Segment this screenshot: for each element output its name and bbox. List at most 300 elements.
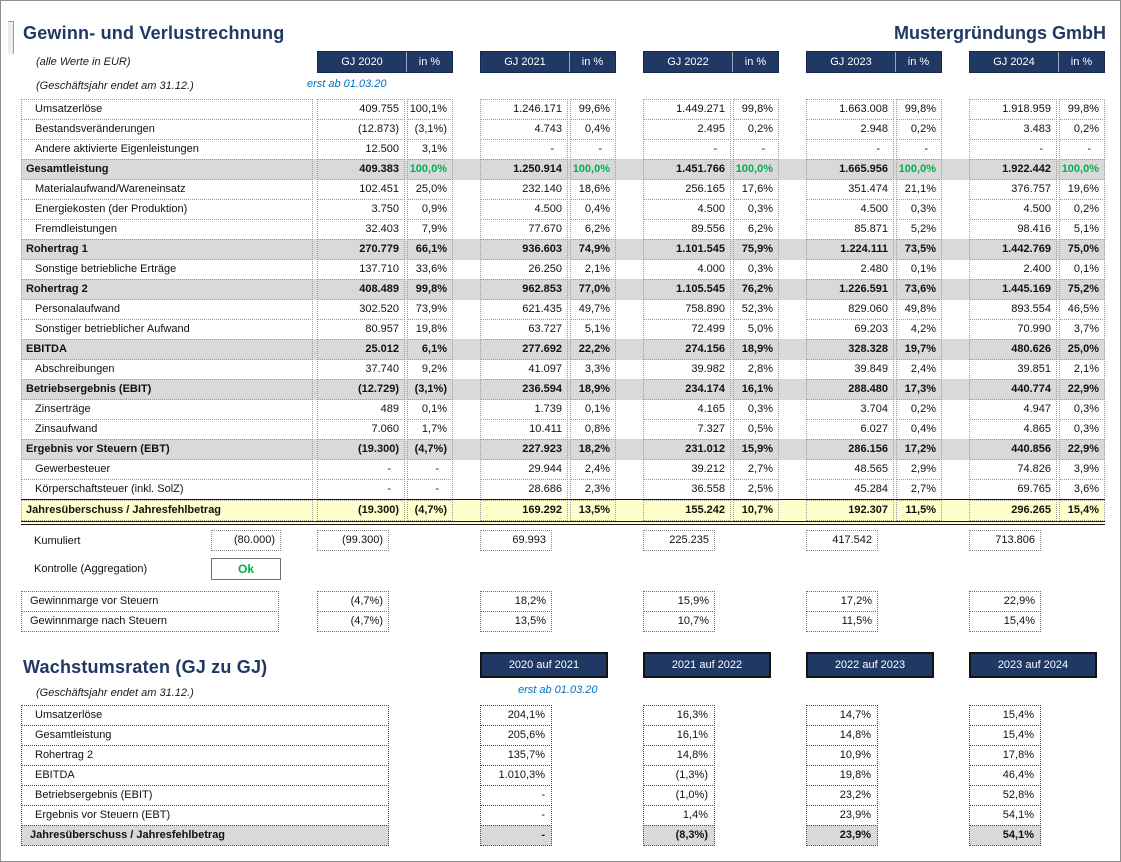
value-cell[interactable]: 69.203 bbox=[806, 319, 894, 340]
value-cell[interactable]: 440.774 bbox=[969, 379, 1057, 400]
pct-cell[interactable]: 6,2% bbox=[733, 219, 779, 240]
pct-cell[interactable]: 46,5% bbox=[1059, 299, 1105, 320]
margin-value-cell[interactable]: 18,2% bbox=[480, 591, 552, 612]
pct-cell[interactable]: 49,7% bbox=[570, 299, 616, 320]
pnl-row bbox=[21, 219, 1105, 240]
value-cell[interactable]: 4.865 bbox=[969, 419, 1057, 440]
value-cell[interactable]: 74.826 bbox=[969, 459, 1057, 480]
value-cell[interactable]: 758.890 bbox=[643, 299, 731, 320]
pct-cell[interactable]: 22,9% bbox=[1059, 439, 1105, 460]
pct-cell[interactable]: 100,0% bbox=[733, 159, 779, 180]
value-cell[interactable]: 63.727 bbox=[480, 319, 568, 340]
pct-cell[interactable]: 99,8% bbox=[407, 279, 453, 300]
pct-cell[interactable]: - bbox=[407, 479, 453, 500]
value-cell[interactable]: 85.871 bbox=[806, 219, 894, 240]
value-cell[interactable]: 4.500 bbox=[806, 199, 894, 220]
pct-cell[interactable]: 2,1% bbox=[570, 259, 616, 280]
pct-cell[interactable]: 19,6% bbox=[1059, 179, 1105, 200]
value-cell[interactable]: 39.982 bbox=[643, 359, 731, 380]
value-cell[interactable]: 70.990 bbox=[969, 319, 1057, 340]
growth-value-cell[interactable]: 15,4% bbox=[969, 705, 1041, 726]
kumuliert-cell[interactable]: (99.300) bbox=[317, 530, 389, 551]
value-cell[interactable]: 409.383 bbox=[317, 159, 405, 180]
row-label: Sonstige betriebliche Erträge bbox=[21, 259, 313, 280]
pct-cell[interactable]: 0,3% bbox=[733, 199, 779, 220]
pct-cell[interactable]: 13,5% bbox=[570, 500, 616, 521]
value-cell[interactable]: 1.226.591 bbox=[806, 279, 894, 300]
pct-cell[interactable]: (3,1%) bbox=[407, 379, 453, 400]
value-cell[interactable]: 2.495 bbox=[643, 119, 731, 140]
value-cell[interactable]: 1.451.766 bbox=[643, 159, 731, 180]
row-label: Sonstiger betrieblicher Aufwand bbox=[21, 319, 313, 340]
pct-cell[interactable]: 0,2% bbox=[896, 399, 942, 420]
value-cell[interactable]: 1.449.271 bbox=[643, 99, 731, 120]
pct-cell[interactable]: 0,2% bbox=[896, 119, 942, 140]
value-cell[interactable]: - bbox=[480, 139, 568, 160]
value-cell[interactable]: 6.027 bbox=[806, 419, 894, 440]
pct-cell[interactable]: 33,6% bbox=[407, 259, 453, 280]
value-cell[interactable]: (12.873) bbox=[317, 119, 405, 140]
value-cell[interactable]: 4.743 bbox=[480, 119, 568, 140]
growth-value-cell[interactable]: 14,8% bbox=[806, 725, 878, 746]
growth-section-title: Wachstumsraten (GJ zu GJ) bbox=[23, 657, 268, 677]
row-label: Betriebsergebnis (EBIT) bbox=[21, 379, 313, 400]
pct-cell[interactable]: 2,7% bbox=[896, 479, 942, 500]
growth-row-label: Umsatzerlöse bbox=[21, 705, 389, 726]
pct-cell[interactable]: 49,8% bbox=[896, 299, 942, 320]
pct-cell[interactable]: 2,1% bbox=[1059, 359, 1105, 380]
growth-value-cell[interactable]: - bbox=[480, 825, 552, 846]
pct-cell[interactable]: 17,2% bbox=[896, 439, 942, 460]
value-cell[interactable]: 1.918.959 bbox=[969, 99, 1057, 120]
growth-value-cell[interactable]: 52,8% bbox=[969, 785, 1041, 806]
value-cell[interactable]: 37.740 bbox=[317, 359, 405, 380]
growth-value-cell[interactable]: (1,0%) bbox=[643, 785, 715, 806]
pct-cell[interactable]: 0,3% bbox=[1059, 399, 1105, 420]
value-cell[interactable]: 3.483 bbox=[969, 119, 1057, 140]
value-cell[interactable]: 45.284 bbox=[806, 479, 894, 500]
pct-cell[interactable]: 0,3% bbox=[896, 199, 942, 220]
growth-value-cell[interactable]: 16,1% bbox=[643, 725, 715, 746]
value-cell[interactable]: 2.400 bbox=[969, 259, 1057, 280]
pct-cell[interactable]: 100,0% bbox=[407, 159, 453, 180]
pct-cell[interactable]: 0,8% bbox=[570, 419, 616, 440]
value-cell[interactable]: 270.779 bbox=[317, 239, 405, 260]
value-cell[interactable]: (19.300) bbox=[317, 500, 405, 521]
growth-value-cell[interactable]: (8,3%) bbox=[643, 825, 715, 846]
value-cell[interactable]: 962.853 bbox=[480, 279, 568, 300]
row-label: Körperschaftsteuer (inkl. SolZ) bbox=[21, 479, 313, 500]
pct-cell[interactable]: 100,1% bbox=[407, 99, 453, 120]
pct-cell[interactable]: 3,7% bbox=[1059, 319, 1105, 340]
growth-value-cell[interactable]: - bbox=[480, 805, 552, 826]
growth-row-label: Gesamtleistung bbox=[21, 725, 389, 746]
kumuliert-row bbox=[21, 530, 1120, 551]
pct-cell[interactable]: 25,0% bbox=[1059, 339, 1105, 360]
pct-cell[interactable]: 3,1% bbox=[407, 139, 453, 160]
value-cell[interactable]: 286.156 bbox=[806, 439, 894, 460]
value-cell[interactable]: 936.603 bbox=[480, 239, 568, 260]
kumuliert-cell[interactable]: 69.993 bbox=[480, 530, 552, 551]
pct-cell[interactable]: 0,1% bbox=[407, 399, 453, 420]
value-cell[interactable]: 32.403 bbox=[317, 219, 405, 240]
pct-cell[interactable]: 100,0% bbox=[896, 159, 942, 180]
growth-row-label: Jahresüberschuss / Jahresfehlbetrag bbox=[21, 825, 389, 846]
pct-cell[interactable]: 0,3% bbox=[1059, 419, 1105, 440]
value-cell[interactable]: 1.224.111 bbox=[806, 239, 894, 260]
pct-cell[interactable]: 73,9% bbox=[407, 299, 453, 320]
pct-cell[interactable]: 10,7% bbox=[733, 500, 779, 521]
percent-header-label: in % bbox=[581, 56, 604, 68]
pct-cell[interactable]: 18,9% bbox=[733, 339, 779, 360]
pct-cell[interactable]: - bbox=[407, 459, 453, 480]
value-cell[interactable]: 36.558 bbox=[643, 479, 731, 500]
pct-cell[interactable]: 11,5% bbox=[896, 500, 942, 521]
growth-value-cell[interactable]: 46,4% bbox=[969, 765, 1041, 786]
value-cell[interactable]: 69.765 bbox=[969, 479, 1057, 500]
growth-value-cell[interactable]: 54,1% bbox=[969, 825, 1041, 846]
pct-cell[interactable]: 3,3% bbox=[570, 359, 616, 380]
growth-row bbox=[21, 825, 1120, 846]
units-note: (alle Werte in EUR) bbox=[36, 56, 131, 68]
pct-cell[interactable]: 16,1% bbox=[733, 379, 779, 400]
period-header: 2021 auf 2022 bbox=[643, 652, 771, 678]
pct-cell[interactable]: 0,1% bbox=[1059, 259, 1105, 280]
pct-cell[interactable]: 18,2% bbox=[570, 439, 616, 460]
pct-cell[interactable]: 0,3% bbox=[733, 259, 779, 280]
value-cell[interactable]: 28.686 bbox=[480, 479, 568, 500]
value-cell[interactable]: 351.474 bbox=[806, 179, 894, 200]
pnl-row bbox=[21, 379, 1105, 400]
value-cell[interactable]: 77.670 bbox=[480, 219, 568, 240]
margin-label: Gewinnmarge vor Steuern bbox=[21, 591, 279, 612]
kumuliert-cell[interactable]: 713.806 bbox=[969, 530, 1041, 551]
pct-cell[interactable]: - bbox=[570, 139, 616, 160]
year-header bbox=[806, 51, 942, 73]
value-cell[interactable]: 227.923 bbox=[480, 439, 568, 460]
pct-cell[interactable]: 3,6% bbox=[1059, 479, 1105, 500]
period-header: 2023 auf 2024 bbox=[969, 652, 1097, 678]
value-cell[interactable]: 7.327 bbox=[643, 419, 731, 440]
margin-row bbox=[21, 611, 1120, 632]
value-cell[interactable]: 48.565 bbox=[806, 459, 894, 480]
growth-header-row bbox=[21, 652, 1120, 678]
value-cell[interactable]: 12.500 bbox=[317, 139, 405, 160]
margin-value-cell[interactable]: (4,7%) bbox=[317, 611, 389, 632]
value-cell[interactable]: 277.692 bbox=[480, 339, 568, 360]
value-cell[interactable]: 2.480 bbox=[806, 259, 894, 280]
growth-value-cell[interactable]: 23,2% bbox=[806, 785, 878, 806]
growth-fiscal-year-note: (Geschäftsjahr endet am 31.12.) bbox=[36, 687, 194, 699]
kontrolle-row bbox=[21, 558, 1120, 580]
value-cell[interactable]: 89.556 bbox=[643, 219, 731, 240]
pct-cell[interactable]: 66,1% bbox=[407, 239, 453, 260]
value-cell[interactable]: 3.750 bbox=[317, 199, 405, 220]
value-cell[interactable]: 1.442.769 bbox=[969, 239, 1057, 260]
value-cell[interactable]: 1.663.008 bbox=[806, 99, 894, 120]
pct-cell[interactable]: (4,7%) bbox=[407, 439, 453, 460]
value-cell[interactable]: 328.328 bbox=[806, 339, 894, 360]
kumuliert-cell[interactable]: 417.542 bbox=[806, 530, 878, 551]
value-cell[interactable]: (12.729) bbox=[317, 379, 405, 400]
growth-value-cell[interactable]: 15,4% bbox=[969, 725, 1041, 746]
value-cell[interactable]: 3.704 bbox=[806, 399, 894, 420]
margin-value-cell[interactable]: 15,4% bbox=[969, 611, 1041, 632]
growth-value-cell[interactable]: 19,8% bbox=[806, 765, 878, 786]
value-cell[interactable]: 408.489 bbox=[317, 279, 405, 300]
margin-value-cell[interactable]: 10,7% bbox=[643, 611, 715, 632]
pct-cell[interactable]: 6,1% bbox=[407, 339, 453, 360]
growth-value-cell[interactable]: 17,8% bbox=[969, 745, 1041, 766]
growth-value-cell[interactable]: 54,1% bbox=[969, 805, 1041, 826]
value-cell[interactable]: 7.060 bbox=[317, 419, 405, 440]
margin-value-cell[interactable]: 15,9% bbox=[643, 591, 715, 612]
pct-cell[interactable]: 5,1% bbox=[570, 319, 616, 340]
pct-cell[interactable]: 5,1% bbox=[1059, 219, 1105, 240]
growth-value-cell[interactable]: 23,9% bbox=[806, 805, 878, 826]
value-cell[interactable]: 1.922.442 bbox=[969, 159, 1057, 180]
growth-value-cell[interactable]: 23,9% bbox=[806, 825, 878, 846]
period-header: 2022 auf 2023 bbox=[806, 652, 934, 678]
pct-cell[interactable]: 0,2% bbox=[1059, 199, 1105, 220]
margin-value-cell[interactable]: 22,9% bbox=[969, 591, 1041, 612]
value-cell[interactable]: 1.250.914 bbox=[480, 159, 568, 180]
value-cell[interactable]: 409.755 bbox=[317, 99, 405, 120]
growth-value-cell[interactable]: 204,1% bbox=[480, 705, 552, 726]
value-cell[interactable]: 256.165 bbox=[643, 179, 731, 200]
pnl-row bbox=[21, 319, 1105, 340]
pct-cell[interactable]: 4,2% bbox=[896, 319, 942, 340]
pct-cell[interactable]: - bbox=[896, 139, 942, 160]
value-cell[interactable]: 80.957 bbox=[317, 319, 405, 340]
pct-cell[interactable]: 21,1% bbox=[896, 179, 942, 200]
pct-cell[interactable]: 1,7% bbox=[407, 419, 453, 440]
pct-cell[interactable]: (3,1%) bbox=[407, 119, 453, 140]
value-cell[interactable]: - bbox=[317, 479, 405, 500]
pct-cell[interactable]: 2,4% bbox=[896, 359, 942, 380]
value-cell[interactable]: 4.000 bbox=[643, 259, 731, 280]
value-cell[interactable]: 4.165 bbox=[643, 399, 731, 420]
kontrolle-label: Kontrolle (Aggregation) bbox=[34, 563, 148, 575]
pct-cell[interactable]: 18,9% bbox=[570, 379, 616, 400]
pct-cell[interactable]: 2,5% bbox=[733, 479, 779, 500]
value-cell[interactable]: 1.739 bbox=[480, 399, 568, 420]
value-cell[interactable]: 440.856 bbox=[969, 439, 1057, 460]
pct-cell[interactable]: 0,2% bbox=[733, 119, 779, 140]
pct-cell[interactable]: 7,9% bbox=[407, 219, 453, 240]
value-cell[interactable]: 4.500 bbox=[969, 199, 1057, 220]
value-cell[interactable]: 1.445.169 bbox=[969, 279, 1057, 300]
value-cell[interactable]: 41.097 bbox=[480, 359, 568, 380]
value-cell[interactable]: 39.212 bbox=[643, 459, 731, 480]
pct-cell[interactable]: 0,1% bbox=[570, 399, 616, 420]
value-cell[interactable]: 98.416 bbox=[969, 219, 1057, 240]
pct-cell[interactable]: 5,0% bbox=[733, 319, 779, 340]
value-cell[interactable]: 137.710 bbox=[317, 259, 405, 280]
row-label: Rohertrag 1 bbox=[21, 239, 313, 260]
value-cell[interactable]: 234.174 bbox=[643, 379, 731, 400]
pct-cell[interactable]: 0,2% bbox=[1059, 119, 1105, 140]
pct-cell[interactable]: 75,9% bbox=[733, 239, 779, 260]
value-cell[interactable]: 376.757 bbox=[969, 179, 1057, 200]
row-label: Energiekosten (der Produktion) bbox=[21, 199, 313, 220]
growth-row-label: Ergebnis vor Steuern (EBT) bbox=[21, 805, 389, 826]
value-cell[interactable]: 4.500 bbox=[480, 199, 568, 220]
pct-cell[interactable]: 99,8% bbox=[1059, 99, 1105, 120]
pct-cell[interactable]: 0,5% bbox=[733, 419, 779, 440]
pct-cell[interactable]: 99,8% bbox=[733, 99, 779, 120]
margin-value-cell[interactable]: (4,7%) bbox=[317, 591, 389, 612]
growth-value-cell[interactable]: 14,8% bbox=[643, 745, 715, 766]
value-cell[interactable]: - bbox=[643, 139, 731, 160]
year-headers bbox=[317, 51, 1105, 73]
pct-cell[interactable]: 2,3% bbox=[570, 479, 616, 500]
pnl-row bbox=[21, 299, 1105, 320]
margin-value-cell[interactable]: 13,5% bbox=[480, 611, 552, 632]
value-cell[interactable]: 39.851 bbox=[969, 359, 1057, 380]
row-label: EBITDA bbox=[21, 339, 313, 360]
value-cell[interactable]: 621.435 bbox=[480, 299, 568, 320]
pct-cell[interactable]: 6,2% bbox=[570, 219, 616, 240]
growth-value-cell[interactable]: (1,3%) bbox=[643, 765, 715, 786]
year-header-label: GJ 2024 bbox=[970, 52, 1059, 72]
pct-cell[interactable]: 0,9% bbox=[407, 199, 453, 220]
pct-cell[interactable]: 0,4% bbox=[896, 419, 942, 440]
pct-cell[interactable]: 15,4% bbox=[1059, 500, 1105, 521]
value-cell[interactable]: 1.246.171 bbox=[480, 99, 568, 120]
pct-cell[interactable]: 75,0% bbox=[1059, 239, 1105, 260]
value-cell[interactable]: 302.520 bbox=[317, 299, 405, 320]
growth-value-cell[interactable]: 16,3% bbox=[643, 705, 715, 726]
value-cell[interactable]: 1.105.545 bbox=[643, 279, 731, 300]
value-cell[interactable]: - bbox=[806, 139, 894, 160]
pnl-row bbox=[21, 279, 1105, 300]
kontrolle-status-indicator: Ok bbox=[211, 558, 281, 580]
value-cell[interactable]: 288.480 bbox=[806, 379, 894, 400]
pct-cell[interactable]: 2,8% bbox=[733, 359, 779, 380]
pct-cell[interactable]: 15,9% bbox=[733, 439, 779, 460]
pct-cell[interactable]: 0,4% bbox=[570, 199, 616, 220]
row-label: Gesamtleistung bbox=[21, 159, 313, 180]
growth-value-cell[interactable]: - bbox=[480, 785, 552, 806]
growth-value-cell[interactable]: 1,4% bbox=[643, 805, 715, 826]
pct-cell[interactable]: 2,9% bbox=[896, 459, 942, 480]
value-cell[interactable]: 480.626 bbox=[969, 339, 1057, 360]
value-cell[interactable]: (19.300) bbox=[317, 439, 405, 460]
growth-value-cell[interactable]: 10,9% bbox=[806, 745, 878, 766]
pct-cell[interactable]: (4,7%) bbox=[407, 500, 453, 521]
growth-row-label: Rohertrag 2 bbox=[21, 745, 389, 766]
margin-row bbox=[21, 591, 1120, 612]
pct-cell[interactable]: 2,4% bbox=[570, 459, 616, 480]
value-cell[interactable]: 489 bbox=[317, 399, 405, 420]
value-cell[interactable]: 192.307 bbox=[806, 500, 894, 521]
pct-cell[interactable]: 0,1% bbox=[896, 259, 942, 280]
pct-cell[interactable]: 25,0% bbox=[407, 179, 453, 200]
value-cell[interactable]: 4.500 bbox=[643, 199, 731, 220]
pct-cell[interactable]: 19,8% bbox=[407, 319, 453, 340]
pct-cell[interactable]: 19,7% bbox=[896, 339, 942, 360]
pct-cell[interactable]: 18,6% bbox=[570, 179, 616, 200]
value-cell[interactable]: 10.411 bbox=[480, 419, 568, 440]
pnl-row bbox=[21, 119, 1105, 140]
year-header-label: GJ 2023 bbox=[807, 52, 896, 72]
pct-cell[interactable]: 9,2% bbox=[407, 359, 453, 380]
pct-cell[interactable]: 22,9% bbox=[1059, 379, 1105, 400]
row-label: Zinserträge bbox=[21, 399, 313, 420]
growth-value-cell[interactable]: 205,6% bbox=[480, 725, 552, 746]
row-label: Ergebnis vor Steuern (EBT) bbox=[21, 439, 313, 460]
pct-cell[interactable]: 100,0% bbox=[570, 159, 616, 180]
pct-cell[interactable]: 0,3% bbox=[733, 399, 779, 420]
pct-cell[interactable]: 52,3% bbox=[733, 299, 779, 320]
value-cell[interactable]: 2.948 bbox=[806, 119, 894, 140]
growth-value-cell[interactable]: 14,7% bbox=[806, 705, 878, 726]
value-cell[interactable]: 231.012 bbox=[643, 439, 731, 460]
pct-cell[interactable]: 22,2% bbox=[570, 339, 616, 360]
value-cell[interactable]: - bbox=[969, 139, 1057, 160]
value-cell[interactable]: 25.012 bbox=[317, 339, 405, 360]
pct-cell[interactable]: 17,3% bbox=[896, 379, 942, 400]
margin-value-cell[interactable]: 17,2% bbox=[806, 591, 878, 612]
value-cell[interactable]: 29.944 bbox=[480, 459, 568, 480]
value-cell[interactable]: 4.947 bbox=[969, 399, 1057, 420]
pct-cell[interactable]: - bbox=[733, 139, 779, 160]
value-cell[interactable]: 893.554 bbox=[969, 299, 1057, 320]
margin-value-cell[interactable]: 11,5% bbox=[806, 611, 878, 632]
pct-cell[interactable]: 73,6% bbox=[896, 279, 942, 300]
value-cell[interactable]: 72.499 bbox=[643, 319, 731, 340]
kumuliert-cell[interactable]: 225.235 bbox=[643, 530, 715, 551]
pct-cell[interactable]: 2,7% bbox=[733, 459, 779, 480]
value-cell[interactable]: 1.665.956 bbox=[806, 159, 894, 180]
value-cell[interactable]: 232.140 bbox=[480, 179, 568, 200]
pct-cell[interactable]: 74,9% bbox=[570, 239, 616, 260]
pct-cell[interactable]: 77,0% bbox=[570, 279, 616, 300]
value-cell[interactable]: - bbox=[317, 459, 405, 480]
value-cell[interactable]: 1.101.545 bbox=[643, 239, 731, 260]
pct-cell[interactable]: 75,2% bbox=[1059, 279, 1105, 300]
value-cell[interactable]: 102.451 bbox=[317, 179, 405, 200]
value-cell[interactable]: 26.250 bbox=[480, 259, 568, 280]
kumuliert-initial-cell[interactable]: (80.000) bbox=[211, 530, 281, 551]
year-header bbox=[317, 51, 453, 73]
value-cell[interactable]: 155.242 bbox=[643, 500, 731, 521]
growth-row bbox=[21, 705, 1120, 726]
value-cell[interactable]: 236.594 bbox=[480, 379, 568, 400]
value-cell[interactable]: 39.849 bbox=[806, 359, 894, 380]
pct-cell[interactable]: 76,2% bbox=[733, 279, 779, 300]
year-header-label: GJ 2020 bbox=[318, 52, 407, 72]
row-label: Andere aktivierte Eigenleistungen bbox=[21, 139, 313, 160]
value-cell[interactable]: 296.265 bbox=[969, 500, 1057, 521]
value-cell[interactable]: 829.060 bbox=[806, 299, 894, 320]
pct-cell[interactable]: 0,4% bbox=[570, 119, 616, 140]
value-cell[interactable]: 274.156 bbox=[643, 339, 731, 360]
growth-value-cell[interactable]: 1.010,3% bbox=[480, 765, 552, 786]
value-cell[interactable]: 169.292 bbox=[480, 500, 568, 521]
pct-cell[interactable]: - bbox=[1059, 139, 1105, 160]
pct-cell[interactable]: 5,2% bbox=[896, 219, 942, 240]
pct-cell[interactable]: 17,6% bbox=[733, 179, 779, 200]
pct-cell[interactable]: 99,8% bbox=[896, 99, 942, 120]
pct-cell[interactable]: 99,6% bbox=[570, 99, 616, 120]
pct-cell[interactable]: 73,5% bbox=[896, 239, 942, 260]
pct-cell[interactable]: 100,0% bbox=[1059, 159, 1105, 180]
pct-cell[interactable]: 3,9% bbox=[1059, 459, 1105, 480]
growth-value-cell[interactable]: 135,7% bbox=[480, 745, 552, 766]
period-header: 2020 auf 2021 bbox=[480, 652, 608, 678]
